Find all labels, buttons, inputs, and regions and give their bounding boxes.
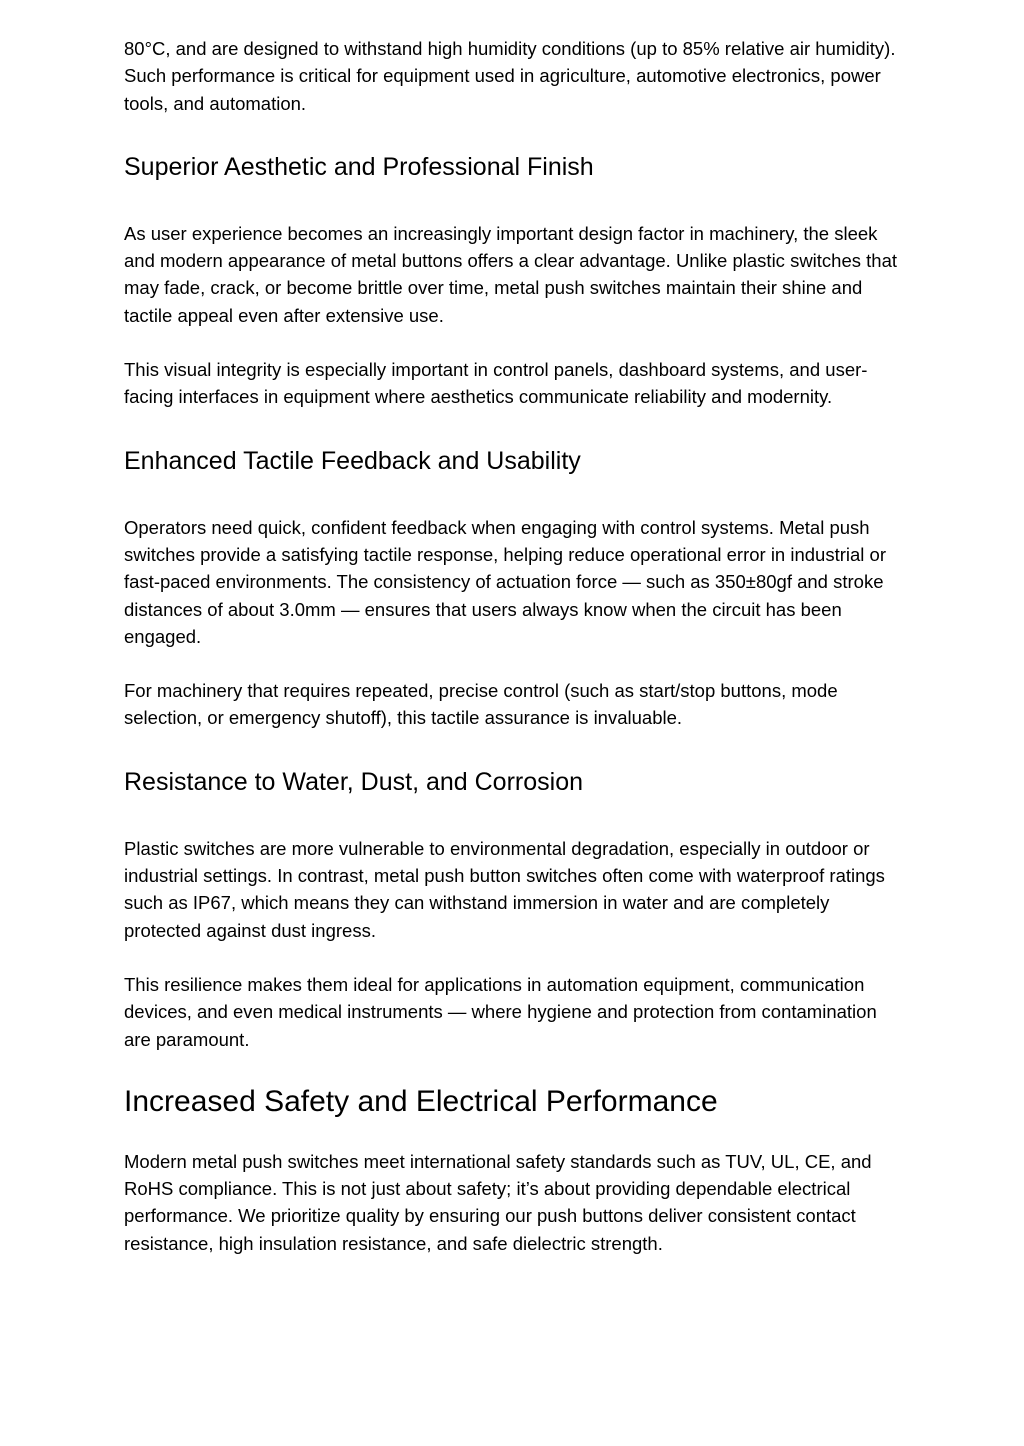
section-heading-tactile: Enhanced Tactile Feedback and Usability: [124, 446, 581, 475]
section-paragraph: For machinery that requires repeated, precise control (such as start/stop buttons, mode selection, or emergency shutoff), this tactile assurance is invaluable.: [124, 680, 838, 729]
section-paragraph: This resilience makes them ideal for applications in automation equipment, communication devices, and even medical instruments — where hygiene and protection from contamination are paramount.: [124, 973, 877, 1050]
section-paragraph: Operators need quick, confident feedback when engaging with control systems. Metal push switches provide a satisfying tactile response, helping reduce operational error in industrial or fast-paced environments. The consistency of actuation force — such as 350±80gf and stroke distances of about 3.0mm — ensures that users always know when the circuit has been engaged.: [124, 516, 886, 647]
section-paragraph: As user experience becomes an increasingly important design factor in machinery, the sleek and modern appearance of metal buttons offers a clear advantage. Unlike plastic switches that may fade, crack, or become brittle over time, metal push switches maintain their shine and tactile appeal even after extensive use.: [124, 222, 897, 326]
document-page: [124, 35, 900, 1257]
intro-paragraph: 80°C, and are designed to withstand high humidity conditions (up to 85% relative air humidity). Such performance is critical for equipment used in agriculture, automotive electronics, power tools, and automation.: [124, 38, 896, 114]
section-heading-safety: Increased Safety and Electrical Performance: [124, 1084, 718, 1118]
section-heading-resistance: Resistance to Water, Dust, and Corrosion: [124, 767, 583, 796]
section-paragraph: Modern metal push switches meet international safety standards such as TUV, UL, CE, and RoHS compliance. This is not just about safety; it’s about providing dependable electrical performance. We prioritize quality by ensuring our push buttons deliver consistent contact resistance, high insulation resistance, and safe dielectric strength.: [124, 1150, 872, 1254]
section-paragraph: This visual integrity is especially important in control panels, dashboard systems, and user-facing interfaces in equipment where aesthetics communicate reliability and modernity.: [124, 359, 868, 408]
section-paragraph: Plastic switches are more vulnerable to environmental degradation, especially in outdoor or industrial settings. In contrast, metal push button switches often come with waterproof ratings such as IP67, which means they can withstand immersion in water and are completely protected against dust ingress.: [124, 837, 885, 941]
section-heading-aesthetic: Superior Aesthetic and Professional Finish: [124, 152, 594, 181]
